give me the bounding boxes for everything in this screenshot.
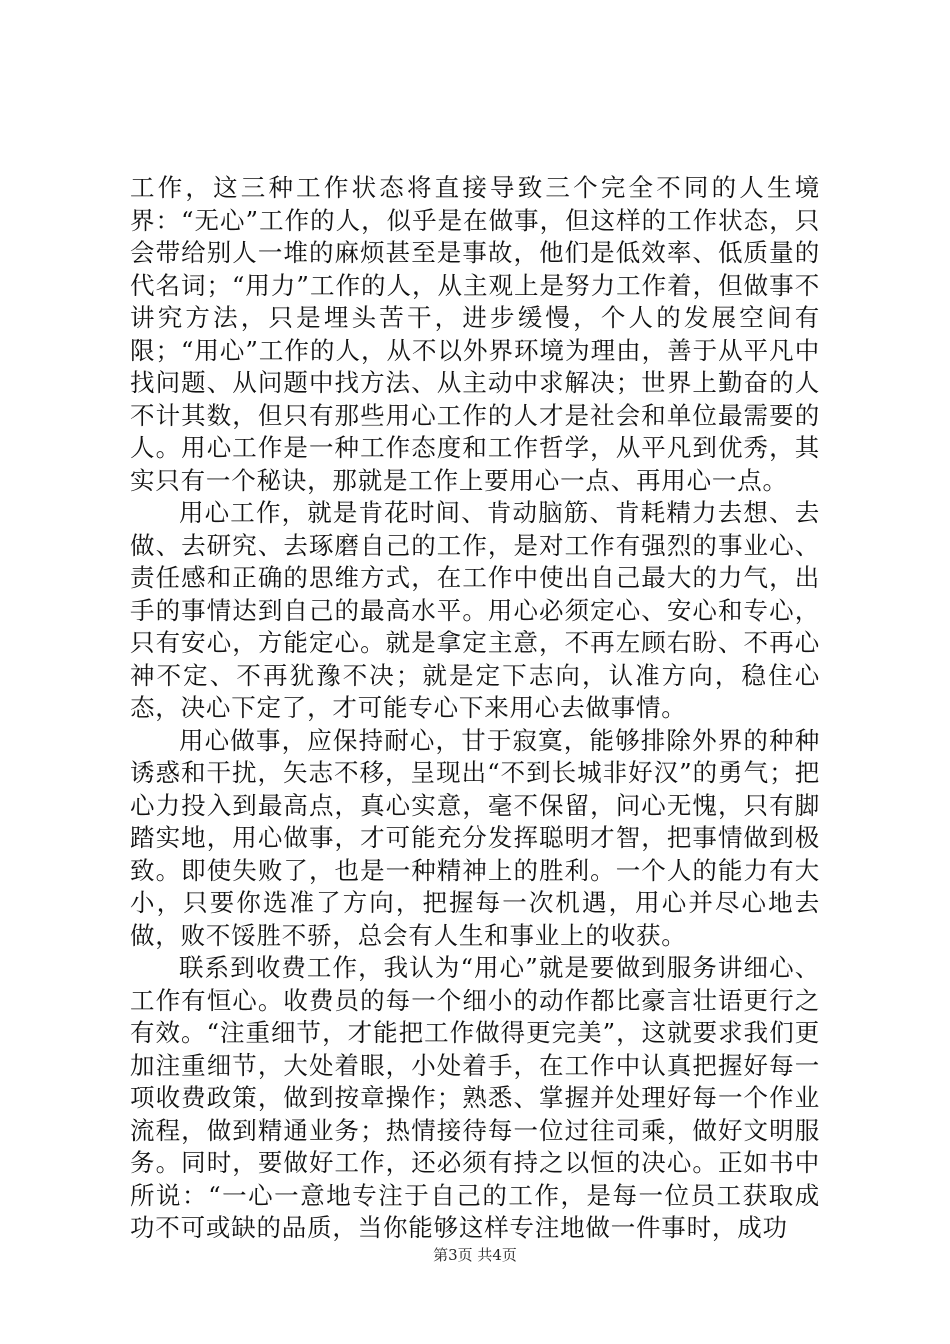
body-text <box>130 172 820 1245</box>
paragraph-3: 用心做事，应保持耐心，甘于寂寞，能够排除外界的种种诱惑和干扰，矢志不移，呈现出“不到长城非好汉”的勇气；把心力投入到最高点，真心实意，毫不保留，问心无愧，只有脚踏实地，用心做事，才可能充分发挥聪明才智，把事情做到极致。即使失败了，也是一种精神上的胜利。一个人的能力有大小，只要你选准了方向，把握每一次机遇，用心并尽心地去做，败不馁胜不骄，总会有人生和事业上的收获。 <box>130 725 820 950</box>
paragraph-1: 工作，这三种工作状态将直接导致三个完全不同的人生境界：“无心”工作的人，似乎是在做事，但这样的工作状态，只会带给别人一堆的麻烦甚至是事故，他们是低效率、低质量的代名词；“用力”工作的人，从主观上是努力工作着，但做事不讲究方法，只是埋头苦干，进步缓慢，个人的发展空间有限；“用心”工作的人，从不以外界环境为理由，善于从平凡中找问题、从问题中找方法、从主动中求解决；世界上勤奋的人不计其数，但只有那些用心工作的人才是社会和单位最需要的人。用心工作是一种工作态度和工作哲学，从平凡到优秀，其实只有一个秘诀，那就是工作上要用心一点、再用心一点。 <box>130 173 820 495</box>
paragraph-4: 联系到收费工作，我认为“用心”就是要做到服务讲细心、工作有恒心。收费员的每一个细小的动作都比豪言壮语更行之有效。“注重细节，才能把工作做得更完美”，这就要求我们更加注重细节，大处着眼，小处着手，在工作中认真把握好每一项收费政策，做到按章操作；熟悉、掌握并处理好每一个作业流程，做到精通业务；热情接待每一位过往司乘，做好文明服务。同时，要做好工作，还必须有持之以恒的决心。正如书中所说：“一心一意地专注于自己的工作，是每一位员工获取成功不可或缺的品质，当你能够这样专注地做一件事时，成功 <box>130 953 820 1242</box>
page-number: 第3页 共4页 <box>433 1246 517 1264</box>
paragraph-2: 用心工作，就是肯花时间、肯动脑筋、肯耗精力去想、去做、去研究、去琢磨自己的工作，是对工作有强烈的事业心、责任感和正确的思维方式，在工作中使出自己最大的力气，出手的事情达到自己的最高水平。用心必须定心、安心和专心，只有安心，方能定心。就是拿定主意，不再左顾右盼、不再心神不定、不再犹豫不决；就是定下志向，认准方向，稳住心态，决心下定了，才可能专心下来用心去做事情。 <box>130 498 820 722</box>
page-footer <box>0 1244 950 1265</box>
